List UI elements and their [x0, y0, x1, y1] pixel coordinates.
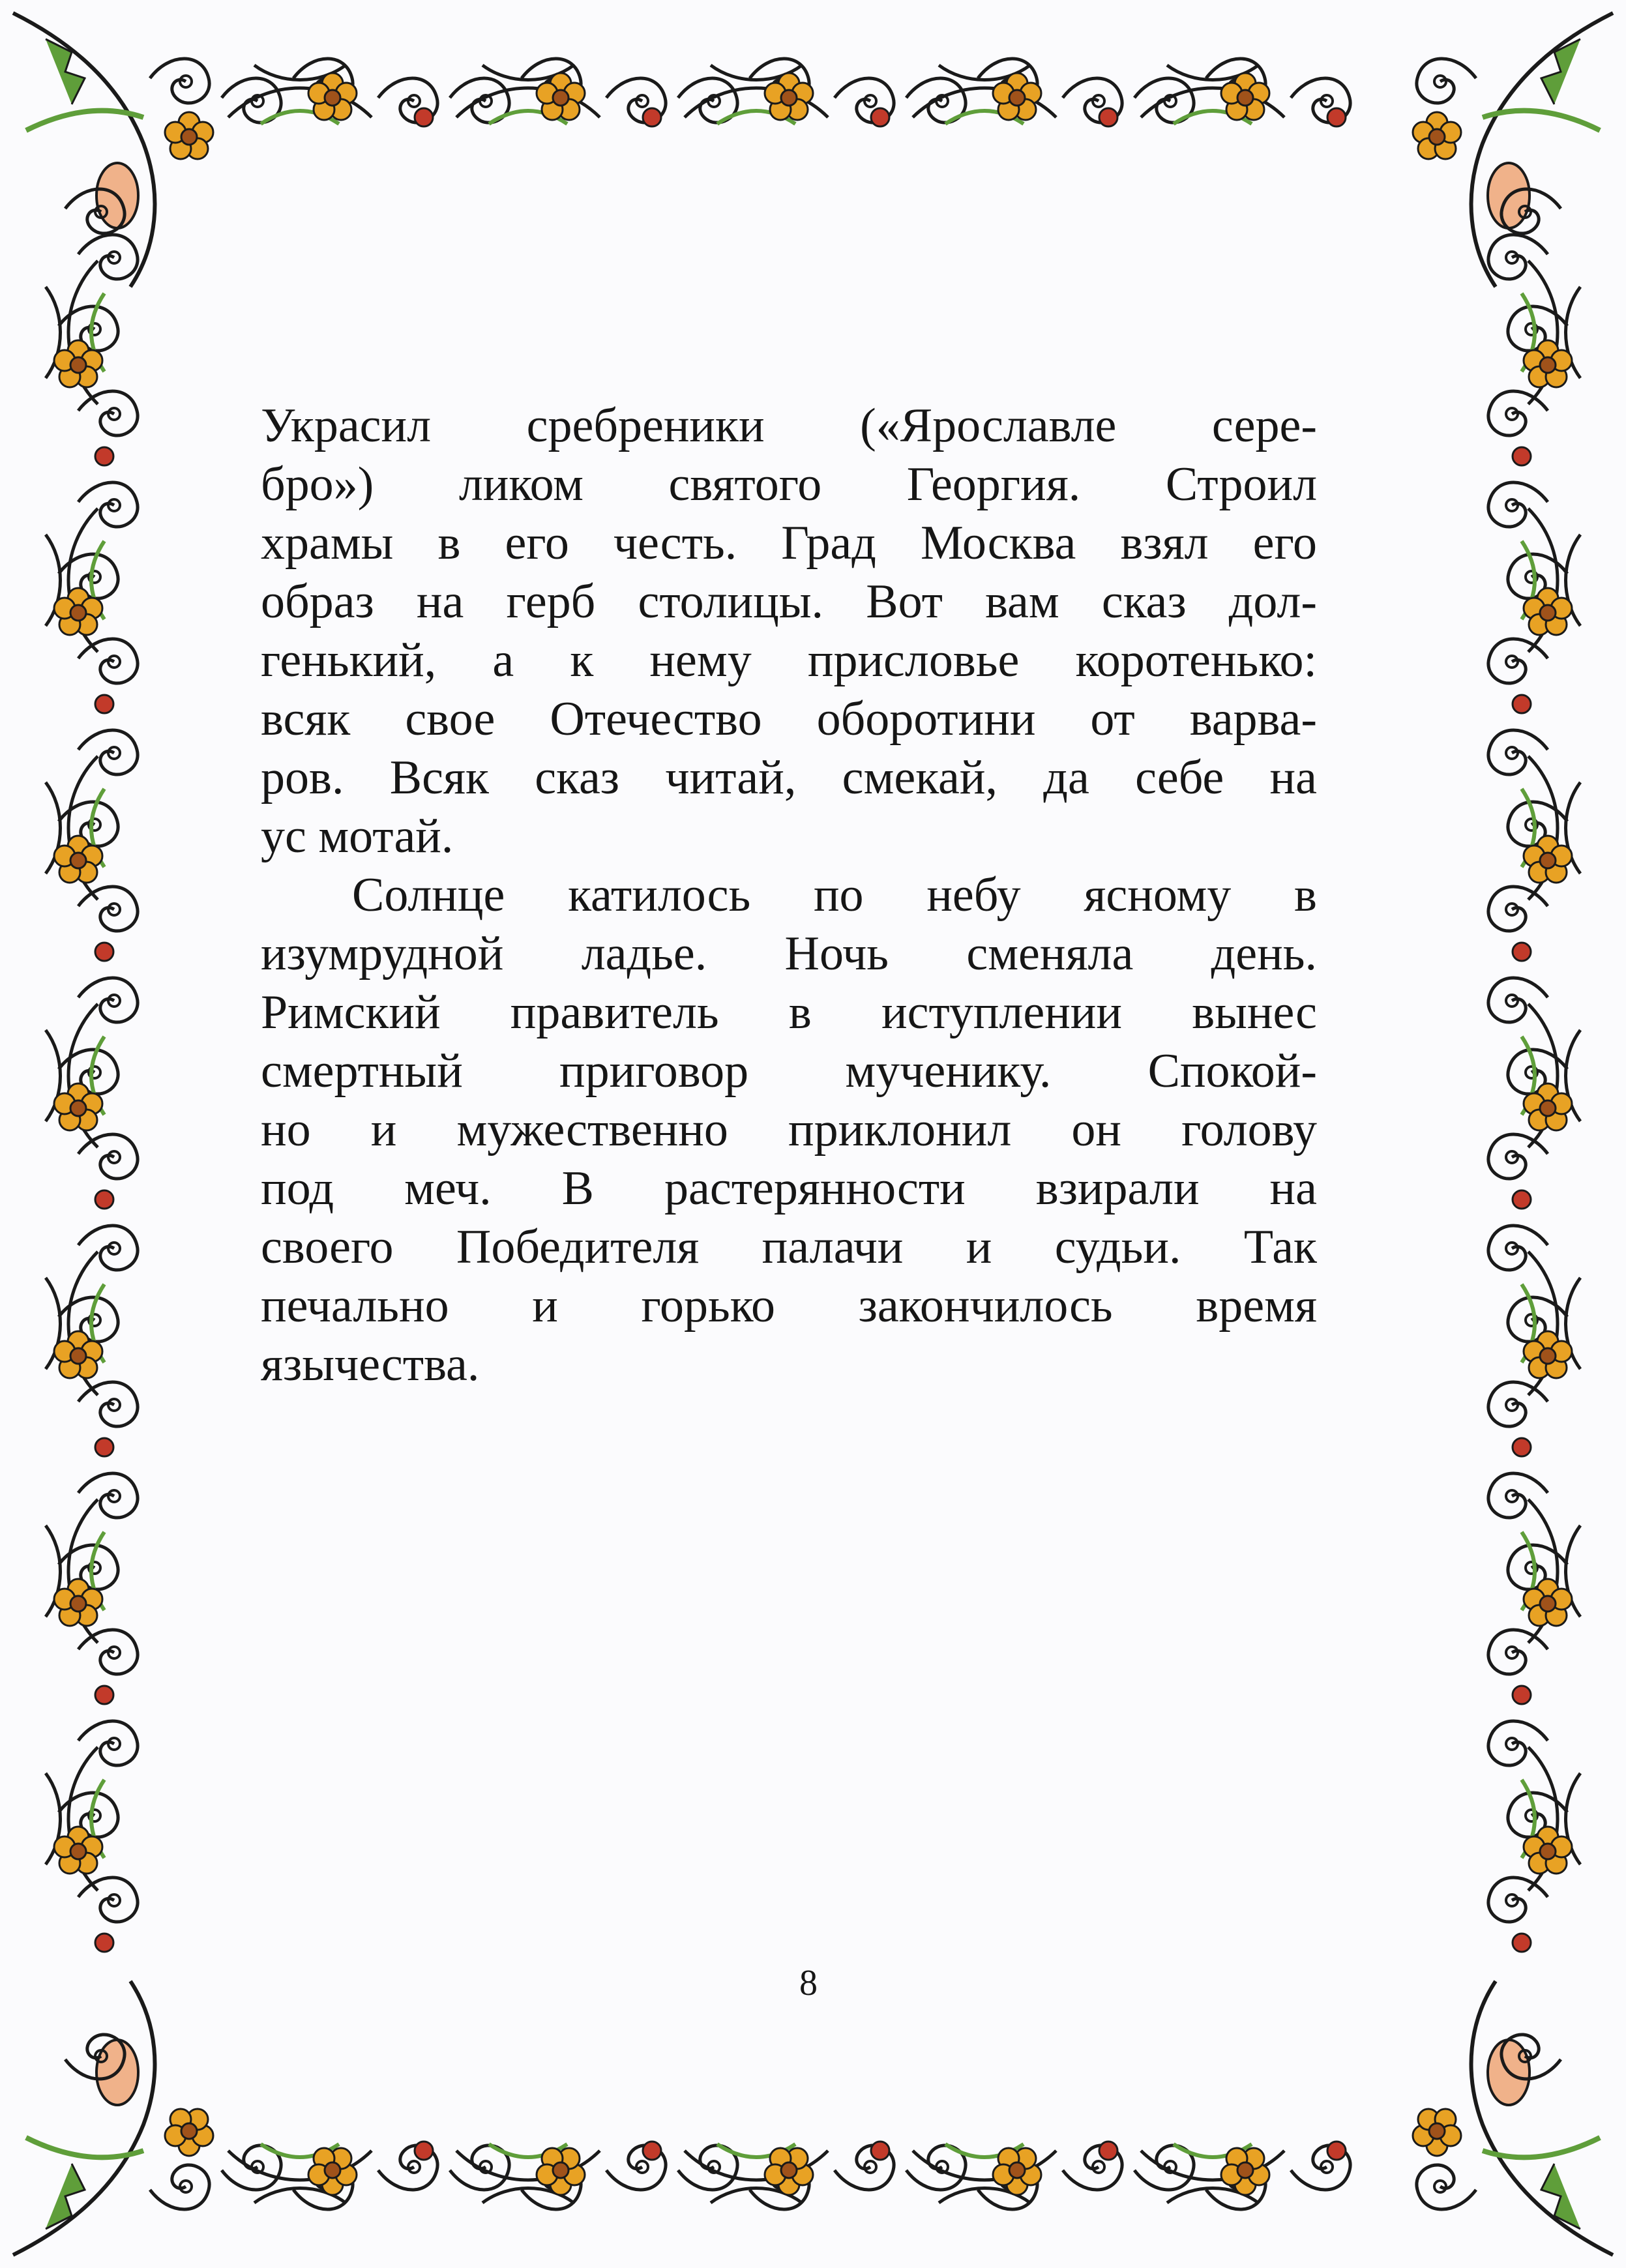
text-line: всяк свое Отечество оборотини от варва- [261, 692, 1317, 746]
text-line: язычества. [261, 1338, 480, 1391]
main-text [261, 396, 1317, 1394]
page-number: 8 [799, 1963, 818, 2003]
text-line: ус мотай. [261, 810, 454, 863]
text-line: бро») ликом святого Георгия. Строил [261, 458, 1317, 511]
text-line: изумрудной ладье. Ночь сменяла день. [261, 927, 1317, 980]
text-line: печально и горько закончилось время [261, 1279, 1317, 1333]
text-line: но и мужественно приклонил он голову [261, 1103, 1317, 1156]
text-line: ров. Всяк сказ читай, смекай, да себе на [261, 751, 1317, 804]
border-corner-bottom-right [1413, 1981, 1613, 2255]
border-top-ornament [222, 59, 1350, 126]
text-line: под меч. В растерянности взирали на [261, 1162, 1317, 1215]
text-line: своего Победителя палачи и судьи. Так [261, 1220, 1317, 1274]
text-line: генький, а к нему присловье коротенько: [261, 634, 1317, 687]
text-line: Украсил сребреники («Ярославле сере- [261, 399, 1317, 452]
border-left-ornament [46, 235, 138, 1952]
border-bottom-ornament [222, 2142, 1350, 2209]
paragraph-1 [261, 396, 1317, 866]
paragraph-2 [261, 866, 1317, 1394]
text-line: Римский правитель в иступлении вынес [261, 986, 1317, 1039]
text-line: Солнце катилось по небу ясному в [352, 868, 1317, 922]
border-right-ornament [1488, 235, 1580, 1952]
border-corner-top-right [1413, 13, 1613, 287]
text-line: образ на герб столицы. Вот вам сказ дол- [261, 575, 1317, 628]
border-corner-bottom-left [13, 1981, 213, 2255]
border-corner-top-left [13, 13, 213, 287]
text-line: храмы в его честь. Град Москва взял его [261, 516, 1317, 570]
text-line: смертный приговор мученику. Спокой- [261, 1044, 1317, 1098]
